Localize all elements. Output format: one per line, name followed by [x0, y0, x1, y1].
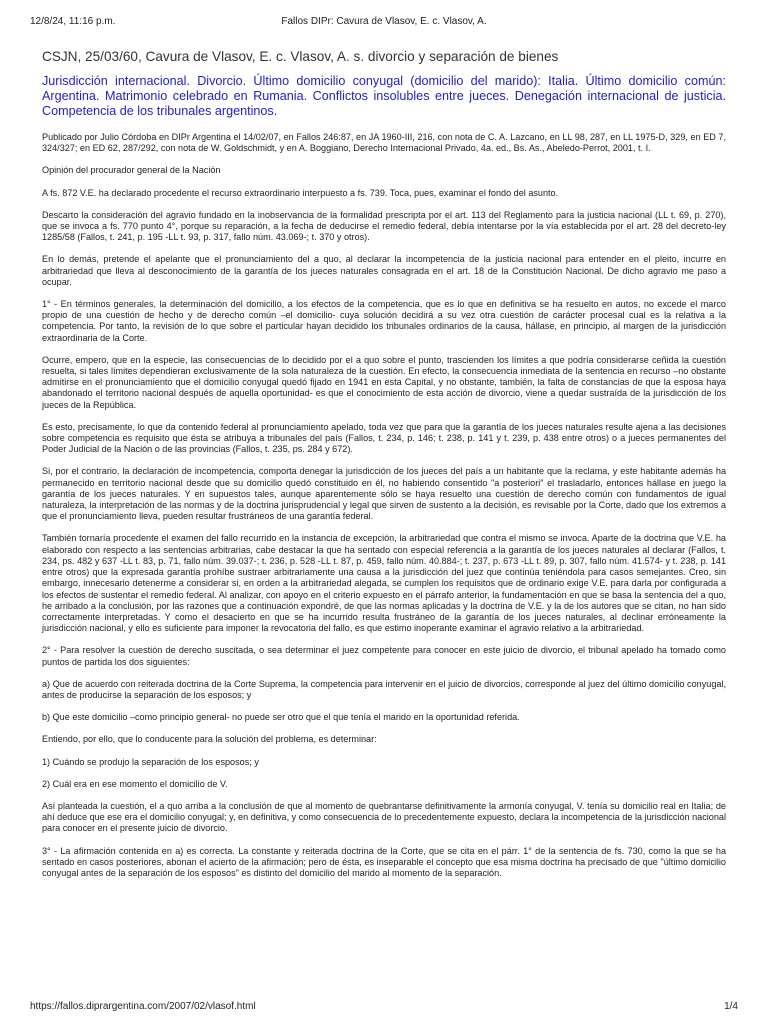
paragraph: 2) Cuál era en ese momento el domicilio de V. — [42, 778, 228, 789]
case-summary: Jurisdicción internacional. Divorcio. Último domicilio conyugal (domicilio del marido): Italia. Último domicilio común: Argentina. Matrimonio celebrado en Rumania. Conflictos insolubles entre jueces. Denegación internacional de justicia. Competencia de los tribunales argentinos. — [42, 74, 726, 118]
document-body — [42, 48, 726, 890]
paragraph: Así planteada la cuestión, el a quo arriba a la conclusión de que al momento de quebrantarse definitivamente la armonía conyugal, V. tenía su domicilio real en Italia; de ahí deduce que ese era el domicilio conyugal; y, en definitiva, y como consecuencia de lo precedentemente expuesto, declara la incompetencia de la jurisdicción nacional para conocer en el presente juicio de divorcio. — [42, 800, 726, 834]
paragraph-list — [42, 132, 726, 879]
paragraph: 3° - La afirmación contenida en a) es correcta. La constante y reiterada doctrina de la Corte, que se cita en el párr. 1° de la sentencia de fs. 730, como la que se ha sentado en casos posteriores, abonan el acierto de la afirmación; pero de ésta, es inseparable el concepto que esa misma doctrina ha precisado de que "último domicilio conyugal antes de la separación de los esposos" es distinto del domicilio del marido al momento de la separación. — [42, 845, 726, 878]
paragraph: Entiendo, por ello, que lo conducente para la solución del problema, es determinar: — [42, 734, 377, 745]
paragraph: 1) Cuándo se produjo la separación de los esposos; y — [42, 756, 259, 767]
print-datetime: 12/8/24, 11:16 p.m. — [30, 16, 116, 27]
paragraph: Publicado por Julio Córdoba en DIPr Argentina el 14/02/07, en Fallos 246:87, en JA 1960-III, 216, con nota de C. A. Lazcano, en LL 98, 287, en LL 1975-D, 329, en ED 7, 324/327; en ED 62, 287/292, con nota de W. Goldschmidt, y en A. Boggiano, Derecho Internacional Privado, 4a. ed., Bs. As., Abeledo-Perrot, 2001, t. I. — [42, 132, 726, 154]
paragraph: A fs. 872 V.E. ha declarado procedente el recurso extraordinario interpuesto a fs. 739. Toca, pues, examinar el fondo del asunto. — [42, 187, 559, 198]
paragraph: 1° - En términos generales, la determinación del domicilio, a los efectos de la competencia, que es lo que en definitiva se ha resuelto en autos, no excede el marco propio de una cuestión de hecho y de derecho común –el domicilio- cuya solución decidirá a su vez otra cuestión de carácter procesal cual es la relativa a la competencia. Por tanto, la revisión de lo que sobre el particular hayan decidido los tribunales ordinarios de la causa, hállase, en principio, al margen de la jurisdicción extraordinaria de la Corte. — [42, 299, 726, 343]
paragraph: En lo demás, pretende el apelante que el pronunciamiento del a quo, al declarar la incompetencia de la justicia nacional para entender en el pleito, incurre en arbitrariedad que lleva al desconocimiento de la garantía de los jueces naturales consagrada en el art. 18 de la Constitución Nacional. De dicho agravio me paso a ocupar. — [42, 254, 726, 287]
paragraph: a) Que de acuerdo con reiterada doctrina de la Corte Suprema, la competencia para intervenir en el juicio de divorcios, corresponde al juez del último domicilio conyugal, antes de producirse la separación de los esposos; y — [42, 678, 726, 700]
paragraph: Ocurre, empero, que en la especie, las consecuencias de lo decidido por el a quo sobre el punto, trascienden los límites a que podría considerarse ceñida la cuestión resuelta, si tales límites dependieran exclusivamente de la sola naturaleza de la cuestión. En efecto, la consecuencia inmediata de la sentencia en recurso –no obstante admitirse en el pronunciamiento que el domicilio conyugal quedó fijado en 1941 en esta Capital, y no obstante, también, la falta de constancias de que la esposa haya abandonado el territorio nacional después de aquella oportunidad- es que el conocimiento de esta acción de divorcio, viene a quedar sustraída de la jurisdicción de los jueces de la República. — [42, 354, 726, 410]
paragraph: b) Que este domicilio –como principio general- no puede ser otro que el que tenía el marido en la oportunidad referida. — [42, 712, 520, 723]
page-url: https://fallos.diprargentina.com/2007/02/vlasof.html — [30, 1001, 256, 1012]
paragraph: Descarto la consideración del agravio fundado en la inobservancia de la formalidad prescripta por el art. 113 del Reglamento para la justicia nacional (LL t. 69, p. 270), que se invoca a fs. 770 punto 4°, porque su reparación, a la fecha de deducirse el remedio federal, debía intentarse por la vía establecida por el art. 28 del decreto-ley 1285/58 (Fallos, t. 241, p. 195 -LL t. 93, p. 317, fallo núm. 43.069-; t. 370 y otros). — [42, 209, 726, 243]
paragraph: Si, por el contrario, la declaración de incompetencia, comporta denegar la jurisdicción de los jueces del país a un habitante que la reclama, y este habitante además ha permanecido en territorio nacional desde que su domicilio quedó constituido en él, no habiendo consentido "a posteriori" el trasladarlo, entonces hállase en juego la garantía de los jueces naturales. Y en supuestos tales, aunque aparentemente sólo se haya resuelto una cuestión de derecho común con fundamentos de igual naturaleza, la interpretación de las normas y de la doctrina jurisprudencial y legal que sirven de sustento a la decisión, es revisable por la Corte, dado que los extremos a que el pronunciamiento lleva, pueden resultar frustráneos de una garantía federal. — [42, 466, 726, 522]
page-number: 1/4 — [724, 1001, 738, 1012]
paragraph: Es esto, precisamente, lo que da contenido federal al pronunciamiento apelado, toda vez que para que la garantía de los jueces naturales resulte ajena a las decisiones sobre competencia es requisito que ésta se atribuya a tribunales del país (Fallos, t. 234, p. 146; t. 238, p. 141 y t. 239, p. 438 entre otros) o a jueces permanentes del Poder Judicial de la Nación o de las provincias (Fallos, t. 235, ps. 284 y 672). — [42, 421, 726, 455]
paragraph: También tornaría procedente el examen del fallo recurrido en la instancia de excepción, la arbitrariedad que contra el mismo se invoca. Aparte de la doctrina que V.E. ha elaborado con respecto a las sentencias arbitrarias, cabe destacar la que ha sentado con especial referencia a la garantía de los jueces naturales al declarar (Fallos, t. 234, ps. 482 y 637 -LL t. 83, p. 71, fallo núm. 39.037-; t. 236, p. 528 -LL t. 87, p. 459, fallo núm. 40.884-; t. 237, p. 673 -LL t. 89, p. 307, fallo núm. 41.574- y t. 238, p. 141 entre otros) que la expresada garantía prohíbe sustraer arbitrariamente una causa a la jurisdicción del juez que continúa teniéndola para casos semejantes. Creo, sin embargo, innecesario detenerme a considerar si, en orden a la arbitrariedad alegada, se cumplen los requisitos que de ordinario exige V.E. para darla por configurada a los efectos de sustentar el remedio federal. Al analizar, con apoyo en el criterio expuesto en el párrafo anterior, la fundamentación en que se basa la sentencia del a quo, he arribado a la conclusión, por las razones que a continuación expondré, de que las normas aplicadas y la doctrina de V.E. y la de los autores que se citan, no han sido correctamente interpretadas. Y como el desacierto en que se ha incurrido resulta frustráneo de la garantía de los jueces naturales, al declinar erróneamente la jurisdicción nacional, y ello es suficiente para imponer la revocatoria del fallo, es que estimo inoperante examinar el agravio relativo a la arbitrariedad. — [42, 533, 726, 634]
print-page-title: Fallos DIPr: Cavura de Vlasov, E. c. Vlasov, A. — [281, 16, 487, 27]
paragraph: Opinión del procurador general de la Nación — [42, 165, 221, 176]
case-title: CSJN, 25/03/60, Cavura de Vlasov, E. c. Vlasov, A. s. divorcio y separación de bienes — [42, 49, 559, 64]
paragraph: 2° - Para resolver la cuestión de derecho suscitada, o sea determinar el juez competente para conocer en este juicio de divorcio, el tribunal apelado ha tomado como puntos de partida los dos siguientes: — [42, 645, 726, 667]
